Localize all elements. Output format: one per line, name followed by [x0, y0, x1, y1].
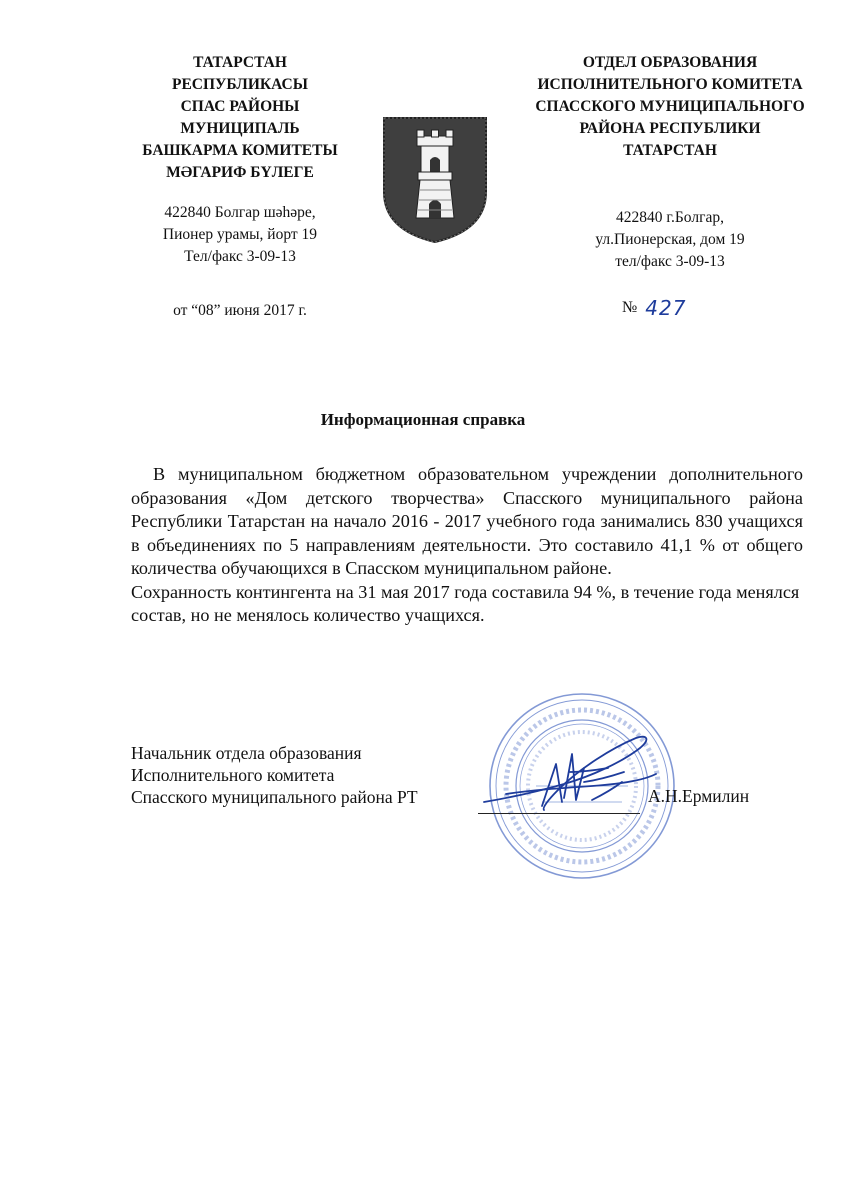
header-left-address-line: Пионер урамы, йорт 19: [162, 226, 318, 243]
body-paragraph-1: В муниципальном бюджетном образовательном учреждении дополнительного образования «Дом детского творчества» Спасского муниципального района Республики Татарстан на начало 2016 - 2017 учебного года занимались 830 учащихся в объединениях по 5 направлениям деятельности. Это составило 41,1 % от общего количества обучающихся в Спасском муниципальном районе.: [131, 464, 803, 578]
header-left-address-line: Тел/факс 3-09-13: [184, 248, 296, 265]
document-number-value: 427: [645, 296, 687, 320]
header-right-title-line: СПАССКОГО МУНИЦИПАЛЬНОГО: [535, 98, 805, 115]
header-left-address: [120, 202, 360, 268]
header-left-address-line: 422840 Болгар шәһәре,: [164, 204, 316, 221]
signatory-position-line: Исполнительного комитета: [131, 765, 335, 785]
header-right-title-line: РАЙОНА РЕСПУБЛИКИ: [579, 120, 761, 137]
header-left-title-line: МУНИЦИПАЛЬ: [180, 120, 300, 137]
header-right-address-line: 422840 г.Болгар,: [616, 209, 724, 226]
document-body: [131, 463, 803, 628]
header-right-title-line: ТАТАРСТАН: [623, 142, 717, 159]
document-date: от “08” июня 2017 г.: [173, 302, 307, 319]
header-left-tatar: [120, 52, 360, 268]
header-right-address-line: тел/факс 3-09-13: [615, 253, 725, 270]
document-number: [622, 296, 686, 320]
signatory-position-line: Начальник отдела образования: [131, 743, 362, 763]
signatory-position-line: Спасского муниципального района РТ: [131, 787, 418, 807]
header-left-title-line: МӘГАРИФ БҮЛЕГЕ: [166, 164, 314, 181]
coat-of-arms-tower-icon: [380, 114, 490, 246]
header-right-title-line: ОТДЕЛ ОБРАЗОВАНИЯ: [582, 54, 758, 71]
signatory-position: [131, 742, 418, 808]
header-right-address-line: ул.Пионерская, дом 19: [595, 231, 745, 248]
header-left-title-line: БАШКАРМА КОМИТЕТЫ: [142, 142, 338, 159]
header-left-title-line: РЕСПУБЛИКАСЫ: [172, 76, 308, 93]
document-number-label: №: [622, 299, 638, 316]
body-paragraph-2: Сохранность контингента на 31 мая 2017 года составила 94 %, в течение года менялся состав, но не менялось количество учащихся.: [131, 581, 800, 625]
document-title: Информационная справка: [320, 410, 526, 429]
header-right-address: [500, 207, 840, 273]
header-right-title-line: ИСПОЛНИТЕЛЬНОГО КОМИТЕТА: [537, 76, 803, 93]
header-left-title-line: СПАС РАЙОНЫ: [180, 98, 300, 115]
signatory-name: А.Н.Ермилин: [648, 786, 750, 806]
header-left-title-line: ТАТАРСТАН: [193, 54, 287, 71]
handwritten-signature-icon: [472, 728, 662, 826]
header-right-russian: [500, 52, 840, 273]
